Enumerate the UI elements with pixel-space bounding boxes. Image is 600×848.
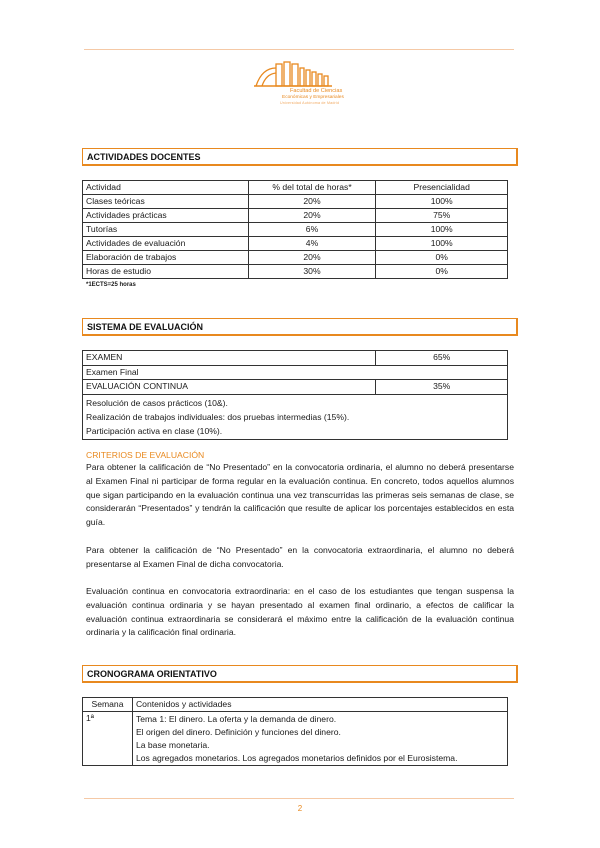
list-item: Los agregados monetarios. Los agregados monetarios definidos por el Eurosistema. xyxy=(135,753,458,763)
table-cell: 30% xyxy=(248,265,376,279)
table-cell: 100% xyxy=(376,237,508,251)
table-cell: 0% xyxy=(376,251,508,265)
table-cell: 100% xyxy=(376,223,508,237)
table-cell: 75% xyxy=(376,209,508,223)
table-header-cell: % del total de horas* xyxy=(248,181,376,195)
table-header-row xyxy=(83,698,508,712)
table-row xyxy=(83,712,508,766)
table-row xyxy=(83,351,508,366)
week-cell: 1ª xyxy=(83,712,133,766)
list-item: Realización de trabajos individuales: dos pruebas intermedias (15%). xyxy=(86,411,350,422)
table-cell: Clases teóricas xyxy=(83,195,249,209)
table-cell: Tutorías xyxy=(83,223,249,237)
criteria-paragraph-3: Evaluación continua en convocatoria extraordinaria: en el caso de los estudiantes que tengan suspensa la evaluación continua ordinaria y se hayan presentado al examen final ordinario, a efectos de calificar la evaluación continua extraordinaria se considerará el máximo entre la calificación de la evaluación continua ordinaria y la calificación final ordinaria. xyxy=(86,586,514,638)
table-cell: Elaboración de trabajos xyxy=(83,251,249,265)
activities-heading: ACTIVIDADES DOCENTES xyxy=(82,148,518,166)
table-cell: 6% xyxy=(248,223,376,237)
table-header-row xyxy=(83,181,508,195)
list-item: La base monetaria. xyxy=(135,740,210,750)
table-header-cell: Presencialidad xyxy=(376,181,508,195)
continuous-value: 35% xyxy=(376,380,508,395)
table-row xyxy=(83,223,508,237)
header-rule xyxy=(84,49,514,50)
faculty-logo xyxy=(252,60,348,122)
evaluation-table xyxy=(82,350,508,440)
activities-table xyxy=(82,180,508,279)
exam-value: 65% xyxy=(376,351,508,366)
table-row xyxy=(83,195,508,209)
criteria-paragraph-1: Para obtener la calificación de “No Presentado” en la convocatoria ordinaria, el alumno no deberá presentarse al Examen Final ni participar de forma regular en la evaluación continua. En concreto, todos aquellos alumnos que sigan participando en la evaluación continua una vez transcurridas las primeras seis semanas de clase, se considerarán “Presentados” y tendrán la calificación que resulte de aplicar los porcentajes establecidos en esta guía. xyxy=(86,462,514,528)
criteria-paragraph-2: Para obtener la calificación de “No Presentado” en la convocatoria extraordinaria, el alumno no deberá presentarse al Examen Final de dicha convocatoria. xyxy=(86,545,514,569)
logo-text-department: Económicas y Empresariales xyxy=(282,95,344,100)
footer-rule xyxy=(84,798,514,799)
schedule-heading: CRONOGRAMA ORIENTATIVO xyxy=(82,665,518,683)
table-cell: 100% xyxy=(376,195,508,209)
evaluation-heading: SISTEMA DE EVALUACIÓN xyxy=(82,318,518,336)
criteria-title: CRITERIOS DE EVALUACIÓN xyxy=(86,450,205,460)
table-cell: 20% xyxy=(248,195,376,209)
continuous-items-cell xyxy=(83,394,508,439)
page-number: 2 xyxy=(297,804,303,813)
logo-text-university: Universidad Autónoma de Madrid xyxy=(280,101,340,105)
table-row xyxy=(83,380,508,395)
table-row xyxy=(83,251,508,265)
continuous-label: EVALUACIÓN CONTINUA xyxy=(83,380,376,395)
table-header-cell: Semana xyxy=(83,698,133,712)
table-cell: 4% xyxy=(248,237,376,251)
table-cell: 20% xyxy=(248,209,376,223)
list-item: Tema 1: El dinero. La oferta y la demanda de dinero. xyxy=(135,714,337,724)
table-row xyxy=(83,394,508,439)
logo-text-faculty: Facultad de Ciencias xyxy=(290,88,343,94)
list-item: El origen del dinero. Definición y funciones del dinero. xyxy=(135,727,341,737)
table-cell: 20% xyxy=(248,251,376,265)
table-row xyxy=(83,237,508,251)
exam-final-cell: Examen Final xyxy=(83,365,508,380)
table-header-cell: Actividad xyxy=(83,181,249,195)
table-row xyxy=(83,365,508,380)
contents-cell xyxy=(132,712,507,766)
table-row xyxy=(83,209,508,223)
table-cell: Horas de estudio xyxy=(83,265,249,279)
schedule-table xyxy=(82,697,508,766)
ects-note: *1ECTS=25 horas xyxy=(86,282,136,288)
table-header-cell: Contenidos y actividades xyxy=(132,698,507,712)
table-cell: 0% xyxy=(376,265,508,279)
list-item: Resolución de casos prácticos (10&). xyxy=(86,397,228,408)
table-cell: Actividades de evaluación xyxy=(83,237,249,251)
exam-label: EXAMEN xyxy=(83,351,376,366)
list-item: Participación activa en clase (10%). xyxy=(86,425,223,436)
table-cell: Actividades prácticas xyxy=(83,209,249,223)
table-row xyxy=(83,265,508,279)
